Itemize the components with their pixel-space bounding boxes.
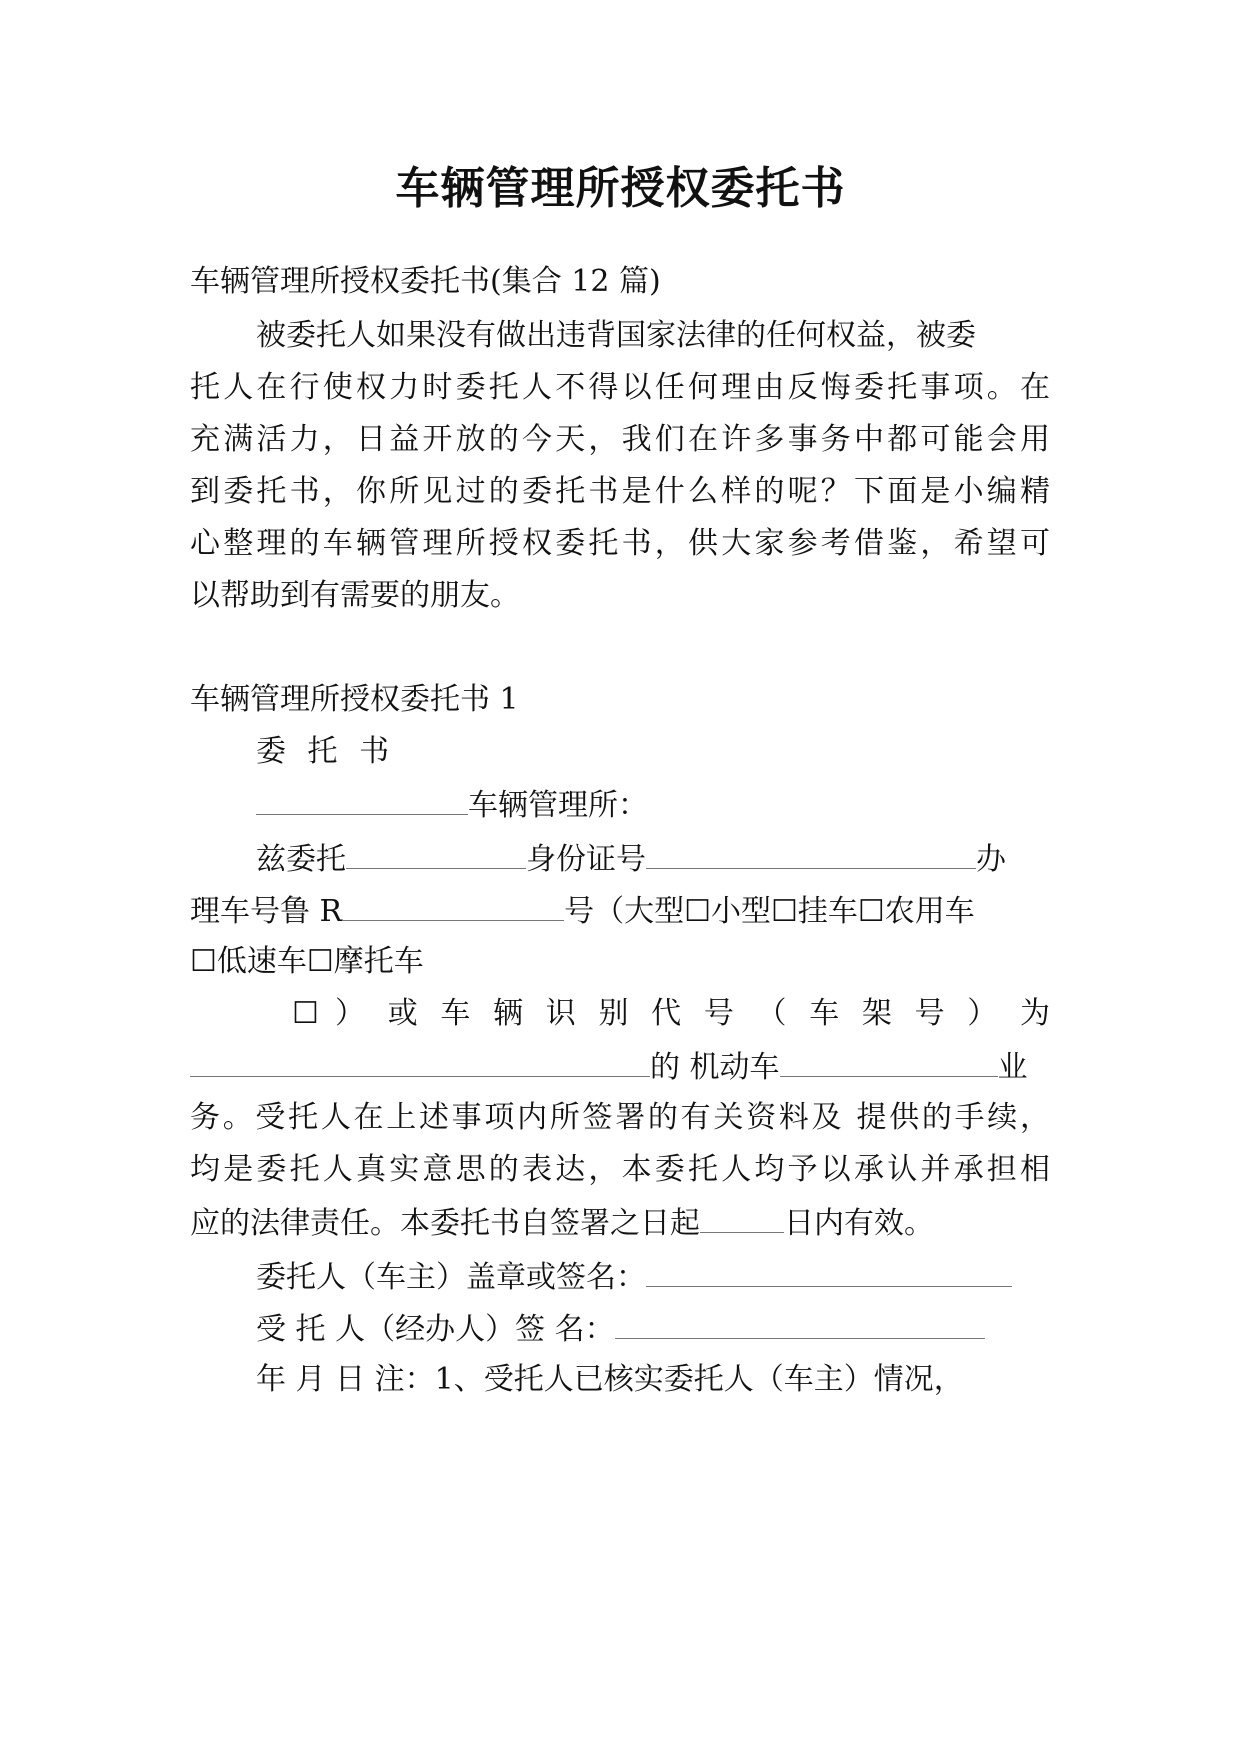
owner-sign-blank[interactable] [646,1256,1012,1287]
plate-types-line: ☐低速车☐摩托车 [190,944,424,979]
agent-sign-blank[interactable] [615,1308,985,1339]
plate-types: 号（大型☐小型☐挂车☐农用车 [564,894,975,929]
trustee-name-blank[interactable] [346,838,526,869]
vehicle-label: 的 机动车 [650,1050,780,1085]
validity-days-blank[interactable] [700,1202,784,1233]
intro-line: 充满活力，日益开放的今天，我们在许多事务中都可能会用 [190,422,1050,457]
addressee-suffix: 车辆管理所： [468,788,648,823]
intro-line: 被委托人如果没有做出违背国家法律的任何权益，被委 [256,318,976,353]
intro-line: 托人在行使权力时委托人不得以任何理由反悔委托事项。在 [190,370,1050,405]
body-line: 均是委托人真实意思的表达，本委托人均予以承认并承担相 [190,1152,1050,1187]
validity-suffix: 日内有效。 [784,1206,934,1241]
intro-line: 心整理的车辆管理所授权委托书，供大家参考借鉴，希望可 [190,526,1050,561]
section-heading: 车辆管理所授权委托书 1 [190,682,519,717]
owner-sign-line [256,1256,1050,1298]
plate-number-blank[interactable] [342,890,564,921]
subtitle: 车辆管理所授权委托书(集合 12 篇) [190,264,661,299]
business-label: 业 [997,1050,1028,1085]
date-note-line: 年 月 日 注：1、受托人已核实委托人（车主）情况， [256,1362,964,1397]
id-number-blank[interactable] [646,838,976,869]
letter-heading: 委 托 书 [256,734,396,769]
vin-line: ☐ ） 或 车 辆 识 别 代 号 （ 车 架 号 ） 为 [292,996,1050,1031]
vin-blank[interactable] [190,1046,650,1077]
body-line: 务。受托人在上述事项内所签署的有关资料及 提供的手续， [190,1100,1050,1135]
addressee-line [256,784,1050,826]
intro-line: 到委托书，你所见过的委托书是什么样的呢？下面是小编精 [190,474,1050,509]
document-title: 车辆管理所授权委托书 [395,163,846,214]
addressee-blank[interactable] [256,784,468,815]
entrust-line [256,838,1050,880]
validity-prefix: 应的法律责任。本委托书自签署之日起 [190,1206,700,1241]
agent-sign-line [256,1308,1050,1350]
intro-line: 以帮助到有需要的朋友。 [190,578,520,613]
entrust-prefix: 兹委托 [256,842,346,877]
plate-prefix: 理车号鲁 R [190,894,343,929]
handle-label: 办 [976,842,1006,877]
agent-sign-label: 受 托 人（经办人）签 名： [256,1312,615,1347]
validity-line [190,1202,1050,1244]
owner-sign-label: 委托人（车主）盖章或签名： [256,1260,646,1295]
vehicle-line [190,1046,1050,1088]
business-blank[interactable] [780,1046,998,1077]
plate-line [190,890,1050,932]
id-label: 身份证号 [526,842,646,877]
